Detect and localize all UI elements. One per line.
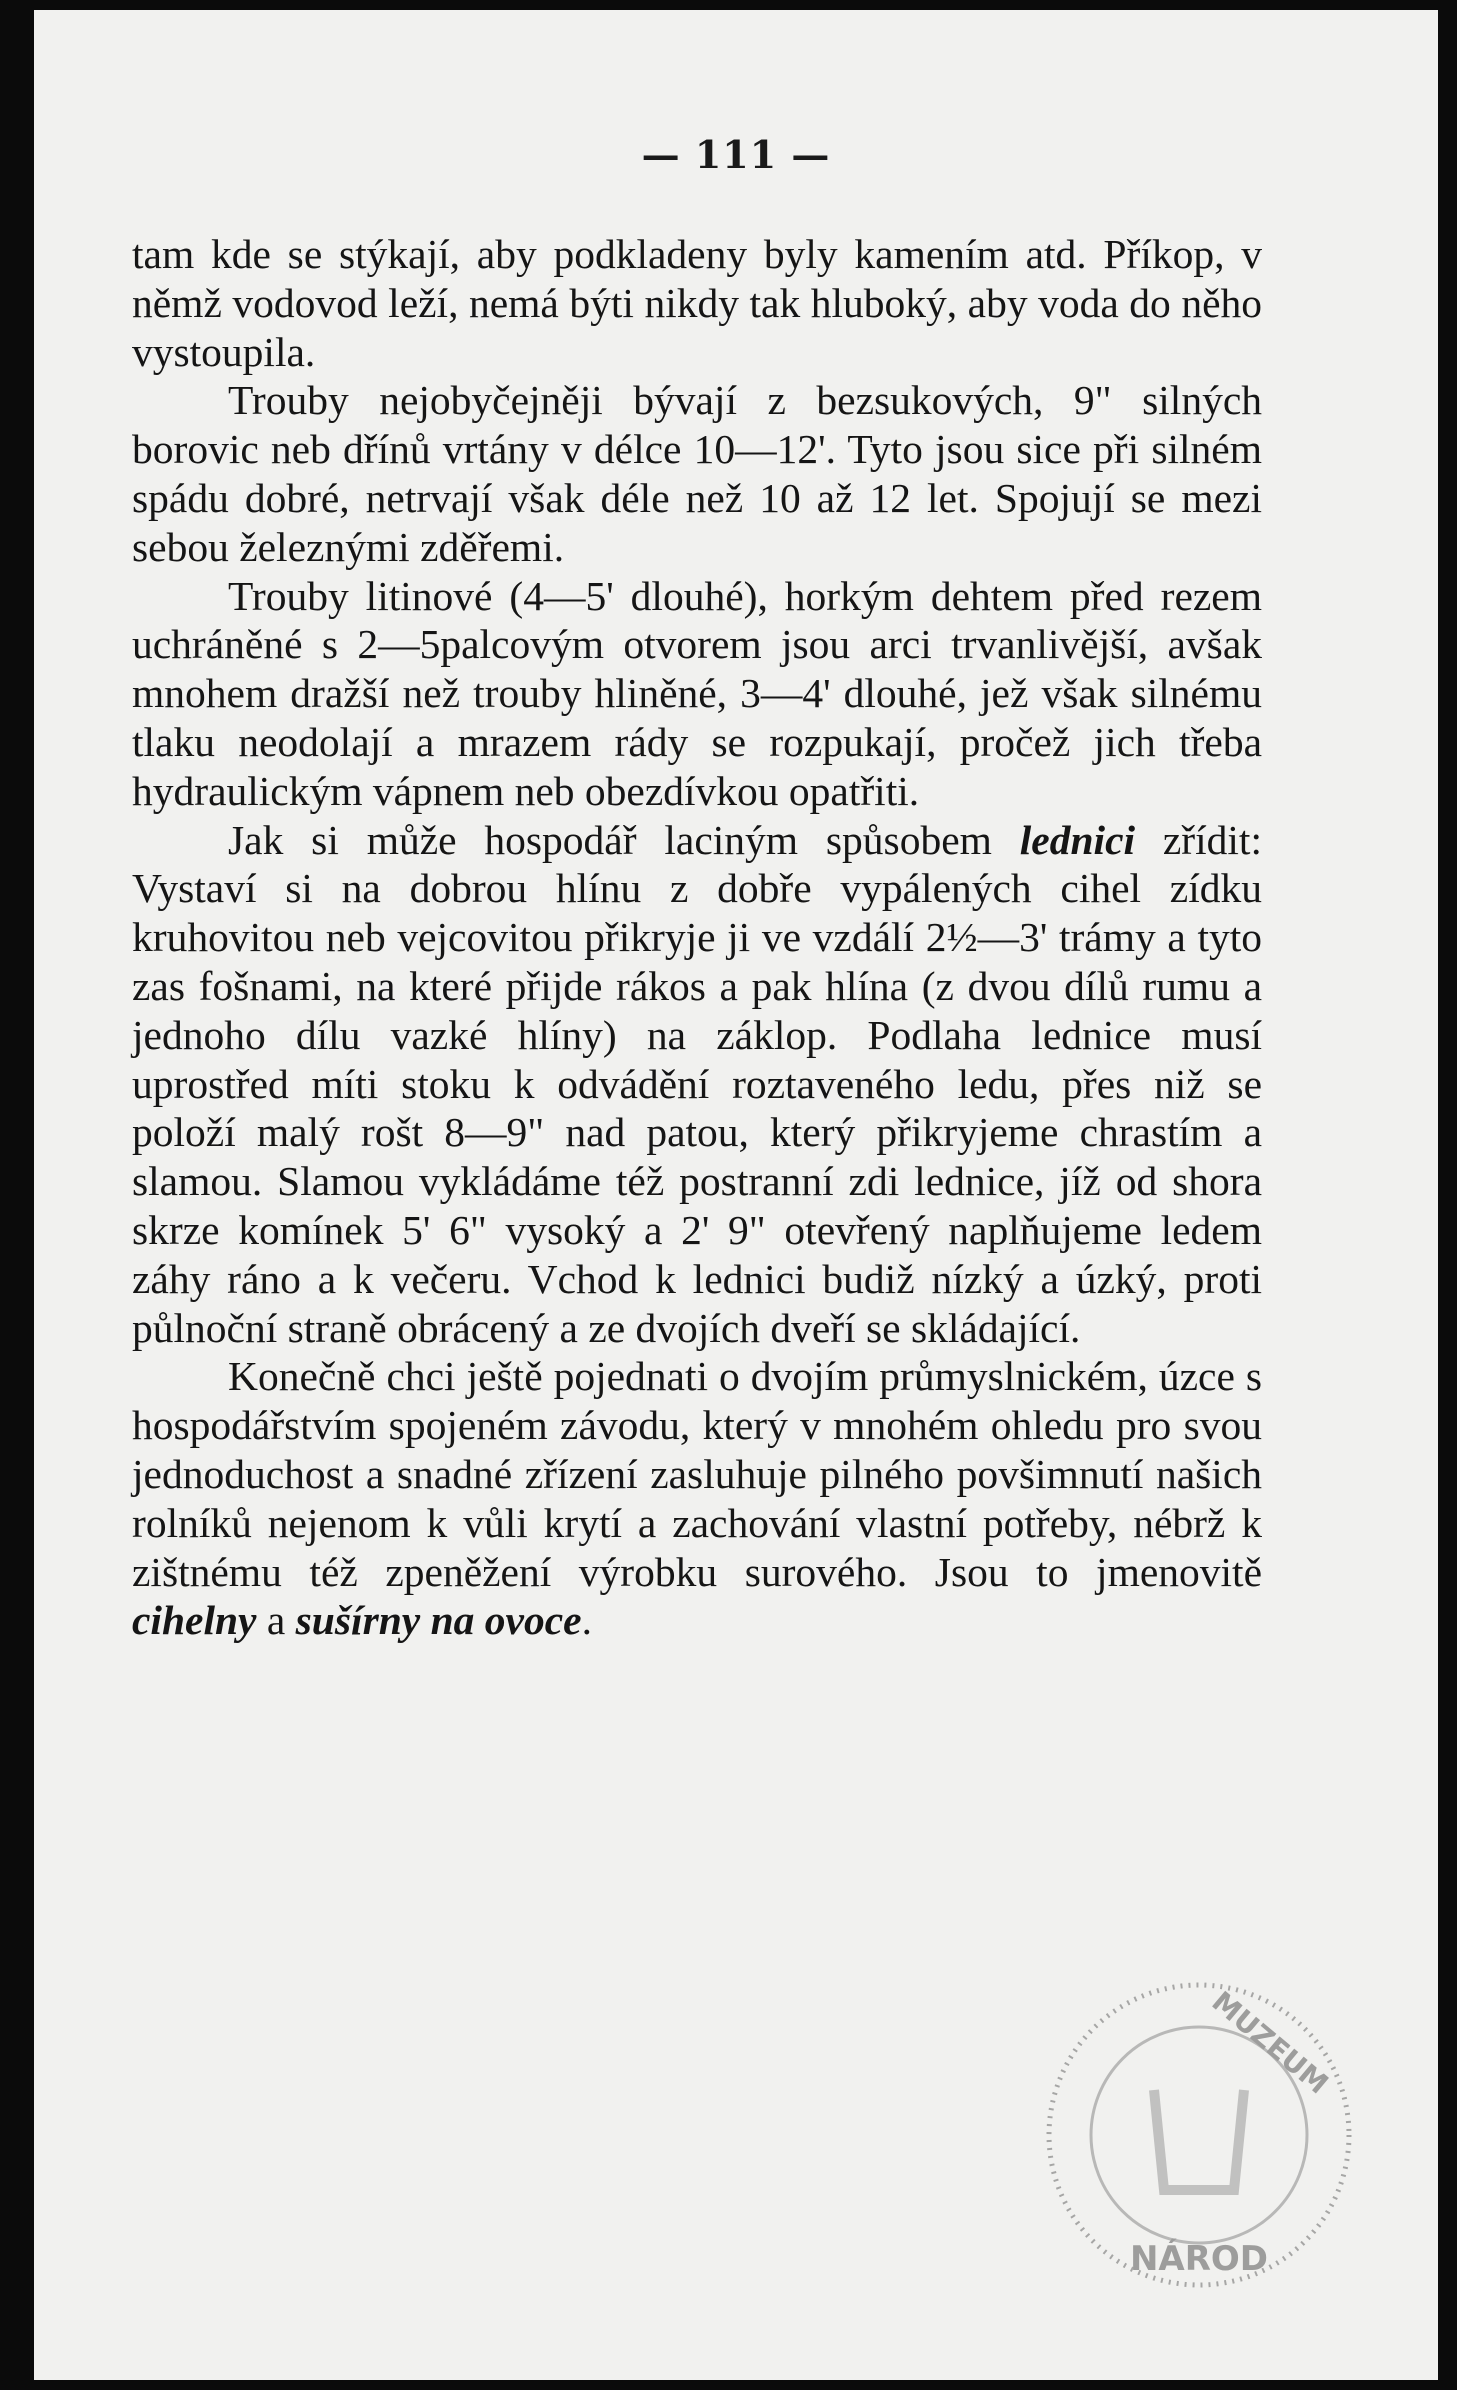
page-number: — 111 — [641,132,831,177]
term-cihelny: cihelny [132,1597,257,1644]
paragraph-5-mid: a [256,1597,296,1644]
term-susirny: sušírny na ovoce [295,1597,582,1644]
library-stamp-icon [1034,1970,1364,2300]
svg-text:MUZEUM: MUZEUM [1205,1984,1335,2101]
term-lednici: lednici [1019,816,1136,863]
book-page [34,10,1438,2380]
paragraph-2: Trouby nejobyčejněji bývají z bezsukových, 9" silných borovic neb dřínů vrtány v délce 10—12'. Tyto jsou sice při silném spádu dobré, netrvají však déle než 10 až 12 let. Spojují se mezi sebou železnými zděřemi. [132,377,1262,570]
svg-text:NÁROD: NÁROD [1129,2239,1269,2279]
paragraph-3: Trouby litinové (4—5' dlouhé), horkým dehtem před rezem uchráněné s 2—5palcovým otvorem jsou arci trvanlivější, avšak mnohem dražší než trouby hliněné, 3—4' dlouhé, jež však silnému tlaku neodolají a mrazem rády se rozpukají, pročež jich třeba hydraulickým vápnem neb obezdívkou opatřiti. [132,572,1262,814]
paragraph-1: tam kde se stýkají, aby podkladeny byly kamením atd. Příkop, v němž vodovod leží, nemá býti nikdy tak hluboký, aby voda do něho vystoupila. [132,231,1262,375]
paragraph-4-start: Jak si může hospodář laciným spůsobem [228,816,1020,863]
paragraph-5 [132,1352,1262,1645]
paragraph-5-start: Konečně chci ještě pojednati o dvojím průmyslnickém, úzce s hospodářstvím spojeném závodu, který v mnohém ohledu pro svou jednoduchost a snadné zřízení zasluhuje pilného povšimnutí našich rolníků nejenom k vůli krytí a zachování vlastní potřeby, nébrž k zištnému též zpeněžení výrobku surového. Jsou to jmenovitě [132,1353,1262,1595]
body-text [132,230,1262,1645]
paragraph-4-rest: zřídit: Vystaví si na dobrou hlínu z dobře vypálených cihel zídku kruhovitou neb vejcovitou přikryje ji ve vzdálí 2½—3' trámy a tyto zas fošnami, na které přijde rákos a pak hlína (z dvou dílů rumu a jednoho dílu vazké hlíny) na záklop. Podlaha lednice musí uprostřed míti stoku k odvádění roztaveného ledu, přes niž se položí malý rošt 8—9" nad patou, který přikryjeme chrastím a slamou. Slamou vykládáme též postranní zdi lednice, jíž od shora skrze komínek 5' 6" vysoký a 2' 9" otevřený naplňujeme ledem záhy ráno a k večeru. Vchod k lednici budiž nízký a úzký, proti půlnoční straně obrácený a ze dvojích dveří se skládající. [132,816,1262,1351]
paragraph-5-end: . [581,1597,592,1644]
paragraph-4 [132,816,1262,1353]
